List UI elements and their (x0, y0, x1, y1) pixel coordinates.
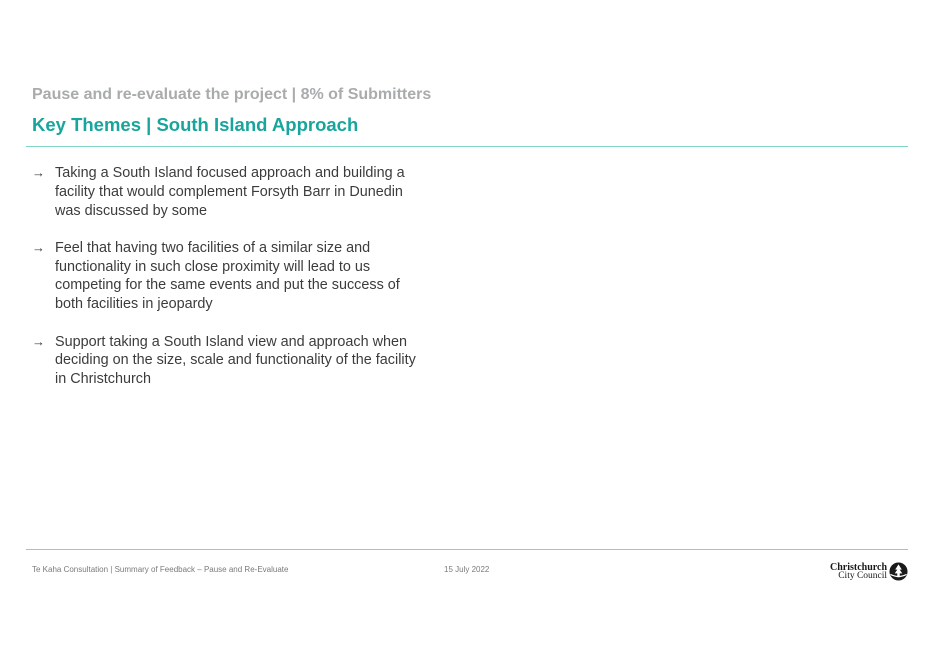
arrow-right-icon: → (32, 333, 45, 349)
logo-line-1: Christchurch (830, 561, 888, 573)
page-title: Key Themes | South Island Approach (32, 114, 359, 135)
header-divider (26, 146, 908, 147)
christchurch-city-council-emblem-icon (889, 562, 908, 581)
council-logo (830, 562, 908, 581)
bullet-text: Support taking a South Island view and approach when deciding on the size, scale and functionality of the facility in Christchurch (55, 333, 416, 388)
logo-line-2: City Council (838, 570, 888, 581)
list-item (32, 164, 422, 220)
arrow-right-icon: → (32, 239, 45, 255)
footer-divider (26, 549, 908, 550)
list-item (32, 333, 422, 389)
section-supertitle: Pause and re-evaluate the project | 8% of Submitters (32, 86, 432, 103)
bullet-text: Taking a South Island focused approach and building a facility that would complement Forsyth Barr in Dunedin was discussed by some (55, 165, 405, 219)
logo-wordmark (830, 563, 887, 581)
footer-document-title: Te Kaha Consultation | Summary of Feedback – Pause and Re-Evaluate (32, 565, 289, 574)
list-item (32, 239, 422, 314)
key-themes-list (32, 164, 422, 407)
arrow-right-icon: → (32, 165, 45, 180)
footer-date: 15 July 2022 (444, 565, 490, 574)
bullet-text: Feel that having two facilities of a similar size and functionality in such close proximity will lead to us competing for the same events and put the success of both facilities in jeopardy (55, 239, 400, 313)
